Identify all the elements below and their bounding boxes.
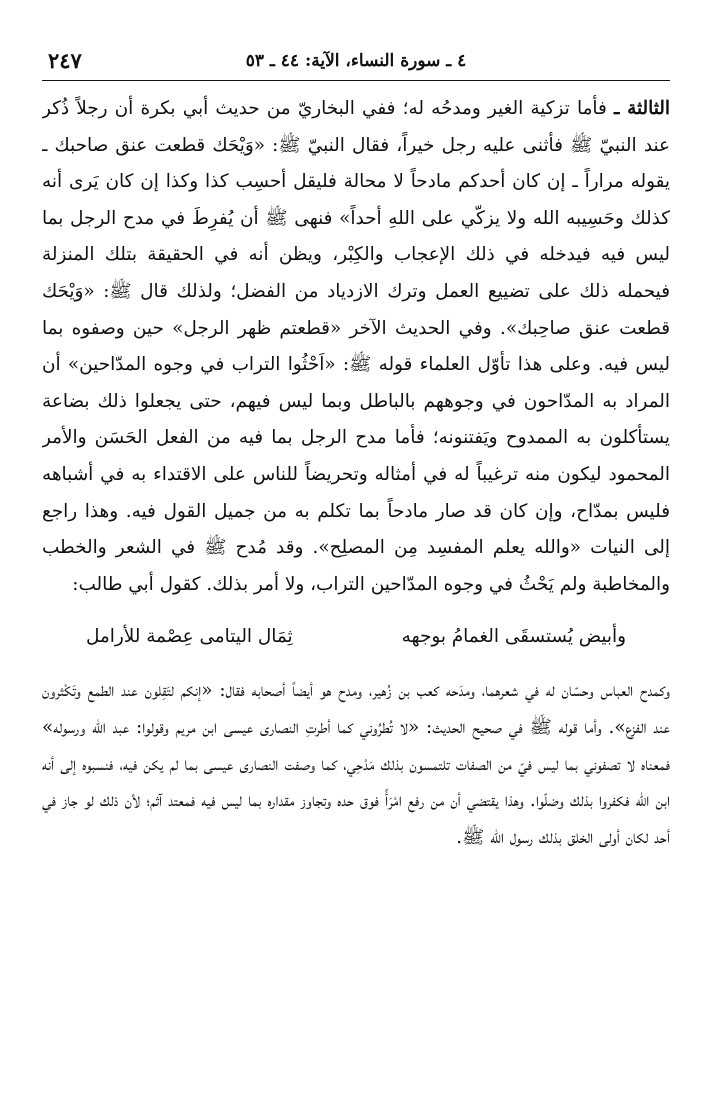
poetry-verse — [86, 619, 626, 655]
paragraph-text: وكمدح العباس وحسّان له في شعرهما، ومدَحه كعب بن زُهير، ومدح هو أيضاً أصحابه فقال: «إنكم لتَقِلون عند الطمع وتَكْثرون عند الفزع». وأما قوله ﷺ في صحيح الحديث: «لا تُطرُوني كما أطرتِ النصارى عيسى ابن مريم وقولوا: عبد الله ورسوله» فمعناه لا تصفوني بما ليس فيّ من الصفات تلتمسون بذلك مَدْحِي، كما وصفت النصارى عيسى بما لم يكن فيه، فنسبوه إلى أنه ابن الله فكفروا بذلك وضلّوا. وهذا يقتضي أن من رفع امْرَأً فوق حده وتجاوز مقداره بما ليس فيه فمعتد آثم؛ لأن ذلك لو جاز في أحد لكان أولى الخلق بذلك رسول الله ﷺ. — [42, 680, 670, 848]
page-number: ٢٤٧ — [48, 48, 82, 73]
paragraph — [42, 673, 670, 856]
section-lead-word: الثالثة ـ — [614, 98, 670, 119]
page-body — [42, 91, 670, 856]
paragraph-text: فأما تزكية الغير ومدحُه له؛ ففي البخاريّ من حديث أبي بكرة أن رجلاً ذُكر عند النبيّ ﷺ فأثنى عليه رجل خيراً، فقال النبيّ ﷺ: «وَيْحَك قطعت عنق صاحبك ـ يقوله مراراً ـ إن كان أحدكم مادحاً لا محالة فليقل أحسِب كذا وكذا إن كان يَرى أنه كذلك وحَسِيبه الله ولا يزكّي على اللهِ أحداً» فنهى ﷺ أن يُفرِطَ في مدح الرجل بما ليس فيه فيدخله في ذلك الإعجاب والكِبْر، ويظن أنه في الحقيقة بتلك المنزلة فيحمله ذلك على تضييع العمل وترك الازدياد من الفضل؛ ولذلك قال ﷺ: «وَيْحَك قطعت عنق صاحِبك». وفي الحديث الآخر «قطعتم ظهر الرجل» حين وصفوه بما ليس فيه. وعلى هذا تأوّل العلماء قوله ﷺ: «اَحْثُوا التراب في وجوه المدّاحين» أن المراد به المدّاحون في وجوههم بالباطل وبما ليس فيهم، حتى يجعلوا ذلك بضاعة يستأكلون به الممدوح ويَفتنونه؛ فأما مدح الرجل بما فيه من الفعل الحَسَن والأمر المحمود ليكون منه ترغيباً له في أمثاله وتحريضاً للناس على الاقتداء به في أشباهه فليس بمدّاح، وإن كان قد صار مادحاً بما تكلم به من جميل القول فيه. وهذا راجع إلى النيات «والله يعلم المفسِد مِن المصلِح». وقد مُدح ﷺ في الشعر والخطب والمخاطبة ولم يَحْثُ في وجوه المدّاحين التراب، ولا أمر بذلك. كقول أبي طالب: — [42, 98, 670, 595]
verse-second-hemistich: ثِمَال اليتامى عِصْمة للأرامل — [86, 626, 293, 648]
running-header — [42, 42, 670, 81]
book-page — [42, 42, 670, 1052]
paragraph — [42, 91, 670, 603]
verse-first-hemistich: وأبيض يُستسقَى الغمامُ بوجهه — [401, 626, 626, 648]
chapter-title: ٤ ـ سورة النساء، الآية: ٤٤ ـ ٥٣ — [245, 51, 467, 71]
